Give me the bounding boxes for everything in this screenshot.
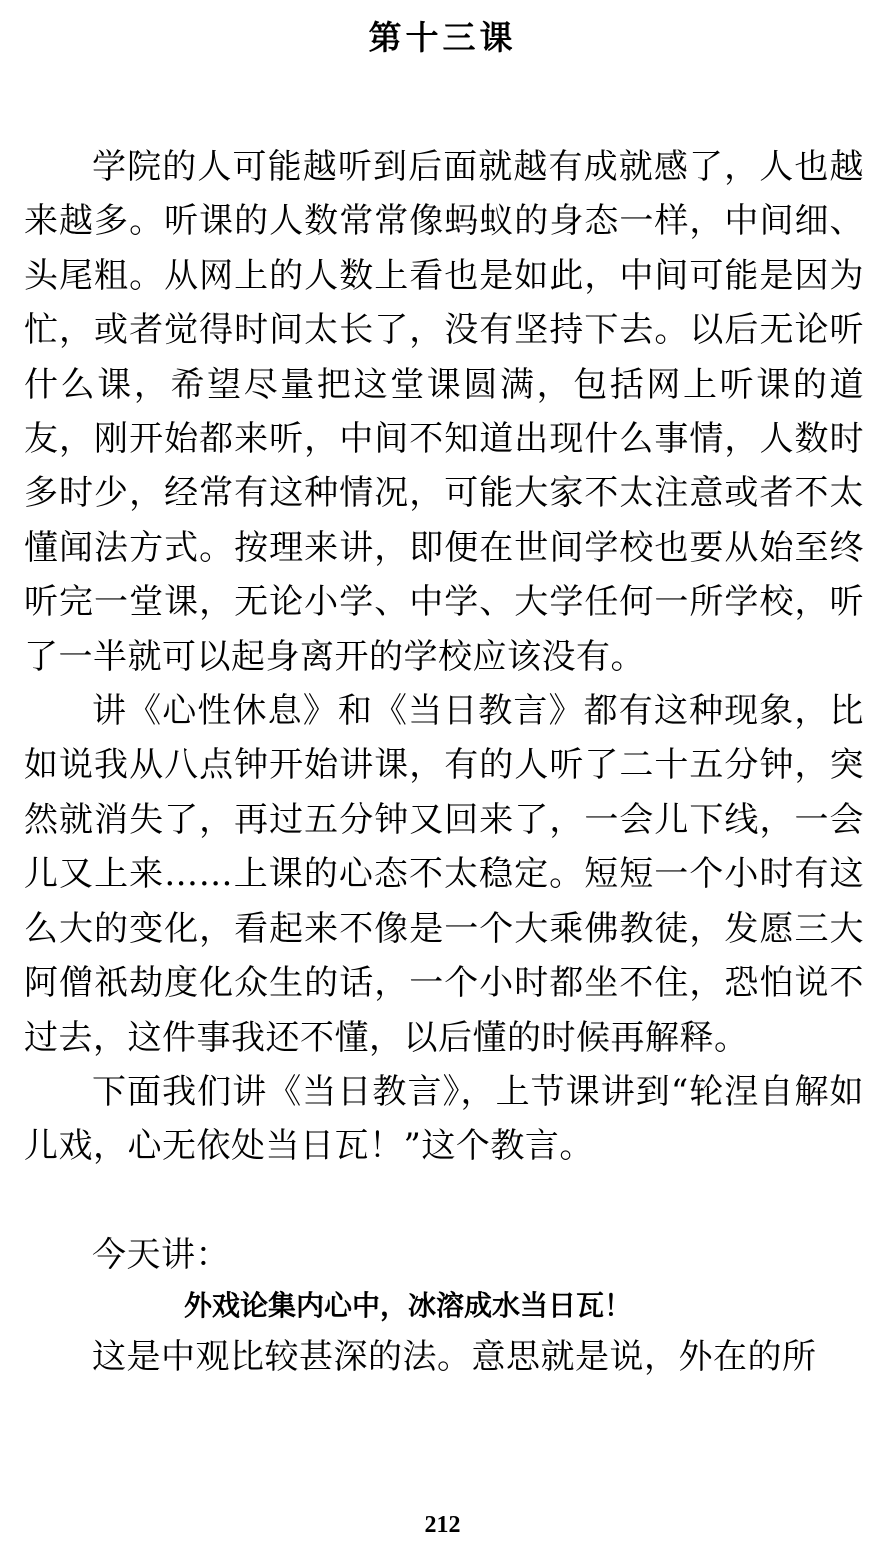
paragraph-3: 下面我们讲《当日教言》，上节课讲到“轮涅自解如儿戏，心无依处当日瓦！”这个教言。 [24,1071,864,1167]
paragraph-4: 今天讲： [92,1234,230,1275]
paragraph-1: 学院的人可能越听到后面就越有成就感了，人也越来越多。听课的人数常常像蚂蚁的身态一样，中间细、头尾粗。从网上的人数上看也是如此，中间可能是因为忙，或者觉得时间太长了，没有坚持下去。以后无论听什么课，希望尽量把这堂课圆满，包括网上听课的道友，刚开始都来听，中间不知道出现什么事情，人数时多时少，经常有这种情况，可能大家不太注意或者不太懂闻法方式。按理来讲，即便在世间学校也要从始至终听完一堂课，无论小学、中学、大学任何一所学校，听了一半就可以起身离开的学校应该没有。 [24,147,864,677]
lesson-title: 第十三课 [368,18,517,57]
verse-line: 外戏论集内心中，冰溶成水当日瓦！ [184,1289,633,1323]
paragraph-5: 这是中观比较甚深的法。意思就是说，外在的所 [92,1337,817,1378]
body-text [24,140,864,1385]
paragraph-2: 讲《心性休息》和《当日教言》都有这种现象，比如说我从八点钟开始讲课，有的人听了二十五分钟，突然就消失了，再过五分钟又回来了，一会儿下线，一会儿又上来……上课的心态不太稳定。短短一个小时有这么大的变化，看起来不像是一个大乘佛教徒，发愿三大阿僧祇劫度化众生的话，一个小时都坐不住，恐怕说不过去，这件事我还不懂，以后懂的时候再解释。 [24,691,864,1058]
page-number: 212 [424,1512,461,1538]
paragraph-gap [24,1174,864,1228]
